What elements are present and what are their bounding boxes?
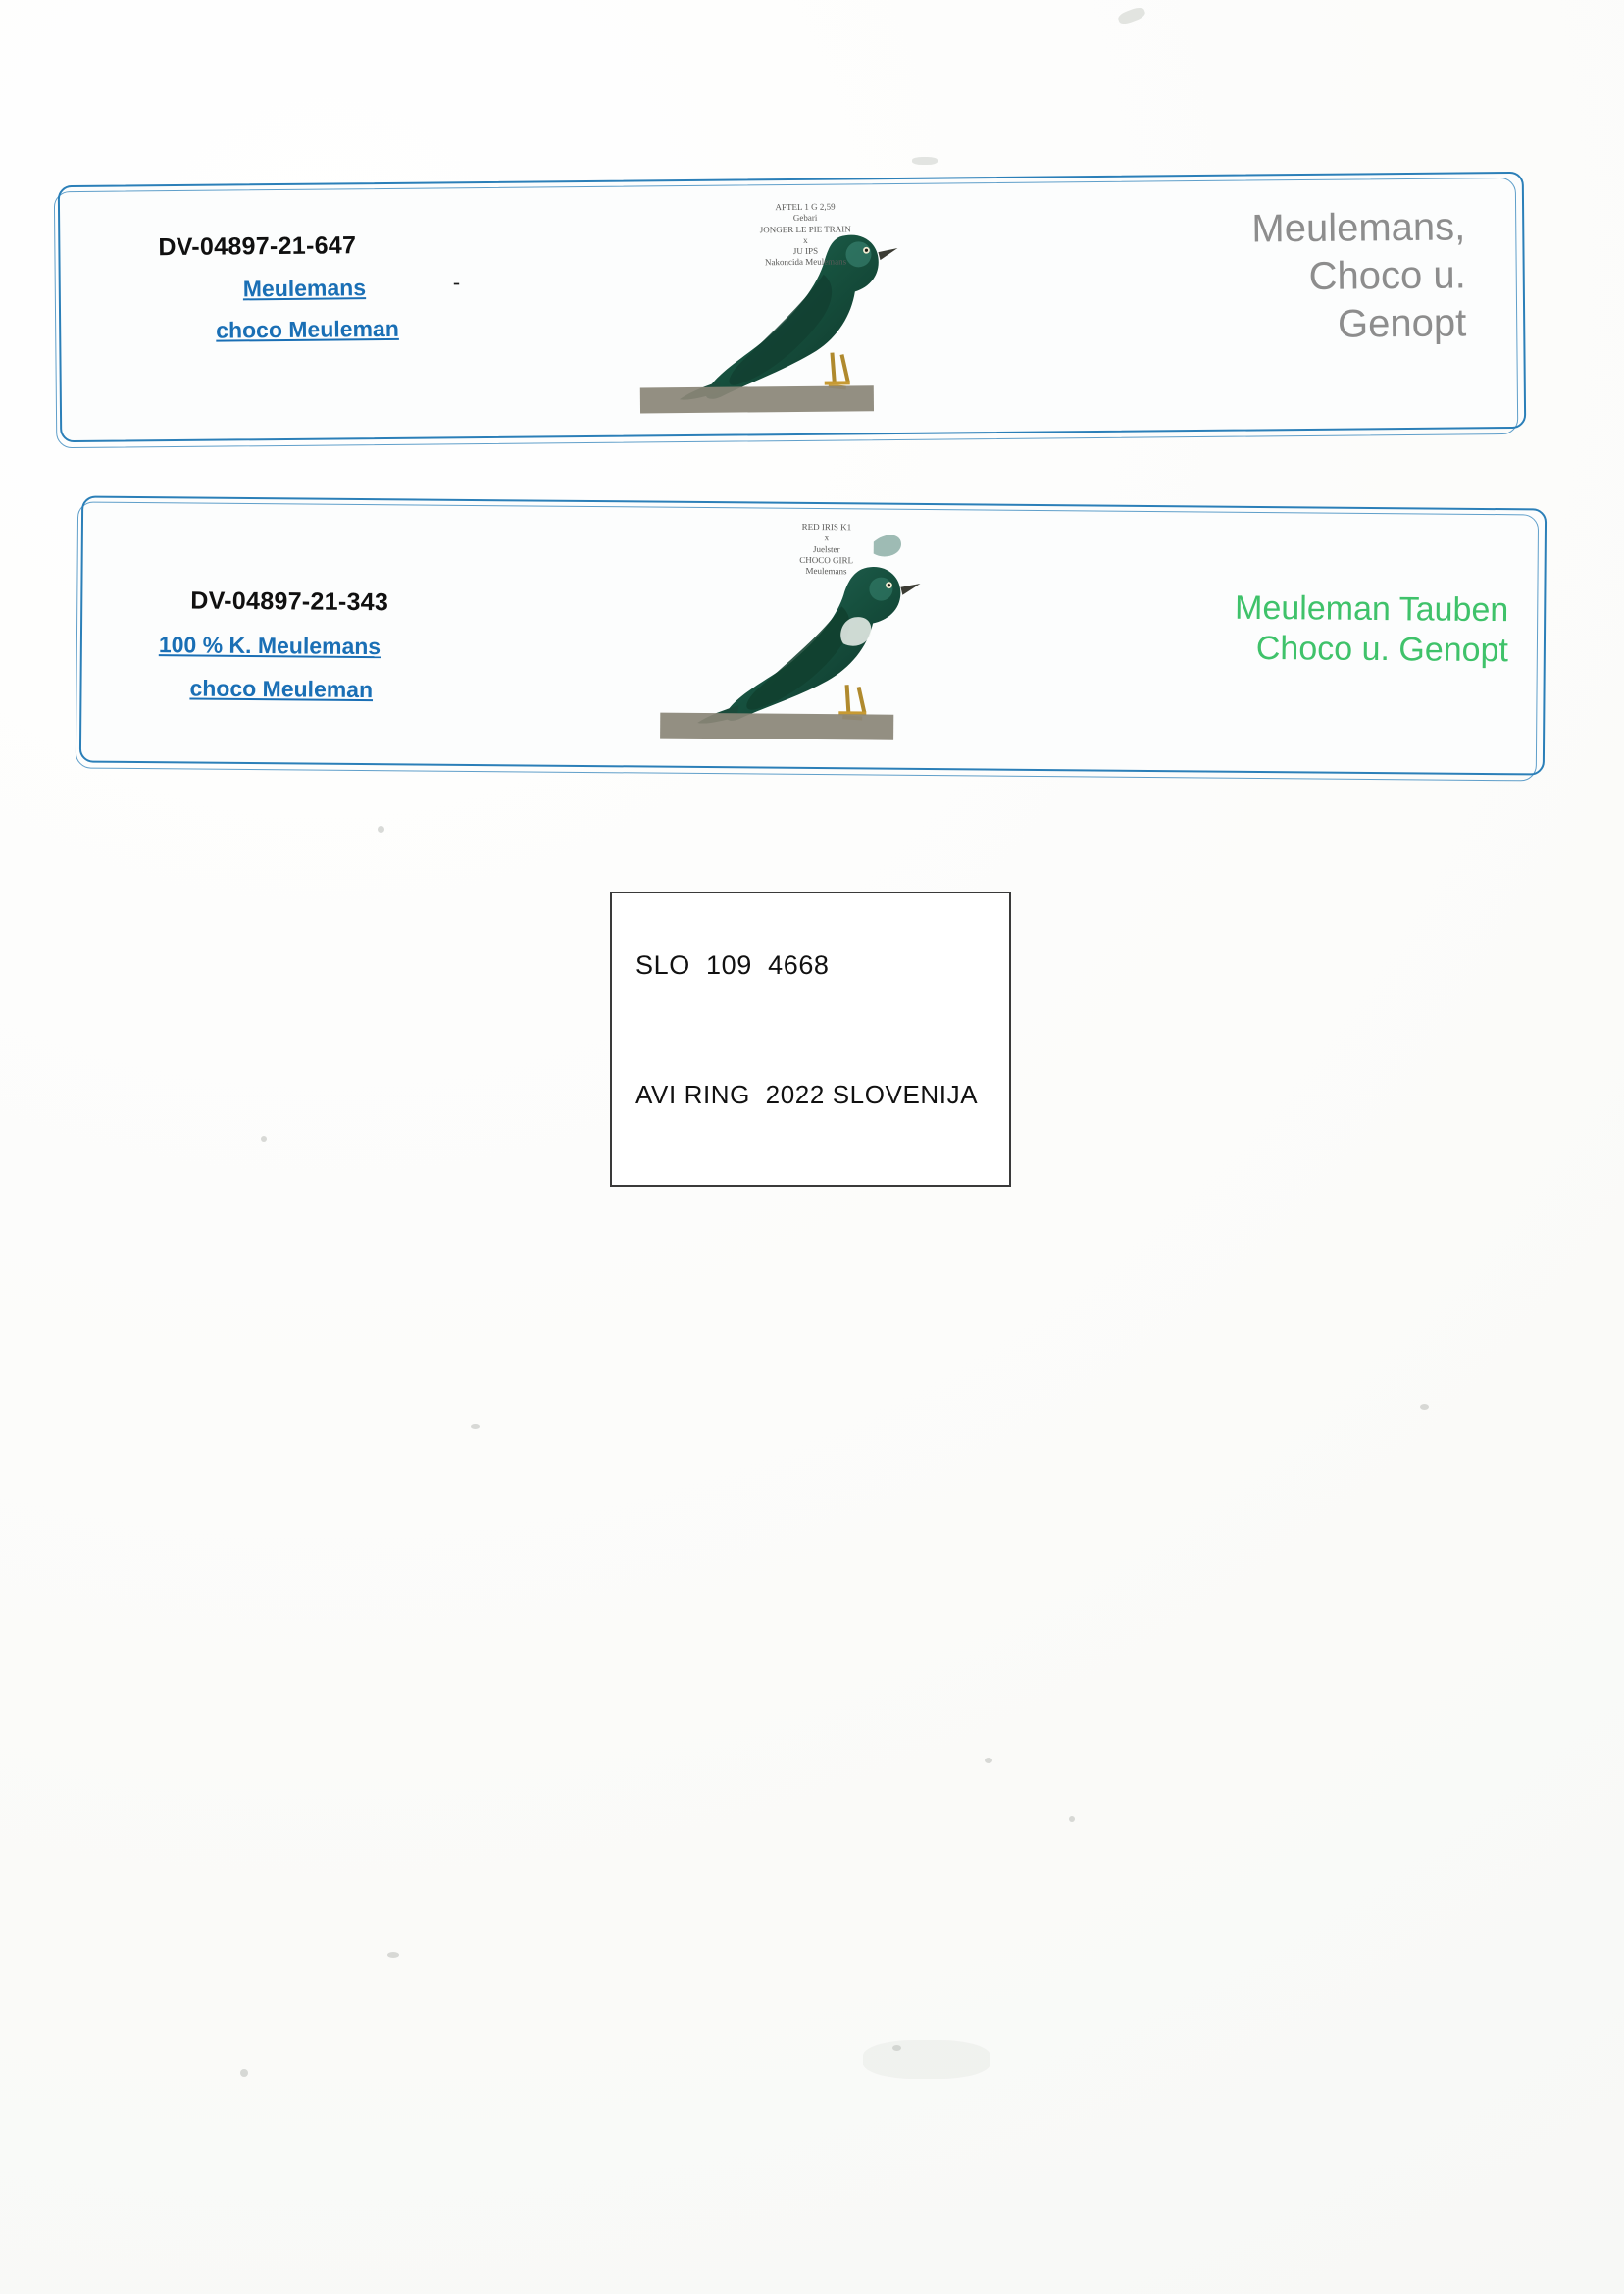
slo-ring-origin: AVI RING 2022 SLOVENIJA (635, 1080, 979, 1109)
brand-text-1 (1251, 203, 1466, 348)
pigeon-label-card-2 (79, 495, 1547, 775)
perch-block-2 (660, 713, 893, 740)
separator-dash-1: - (452, 270, 461, 295)
brand-text-2 (1235, 588, 1509, 672)
pigeon-photo-1 (658, 188, 984, 434)
pedigree-line-1b: choco Meuleman (216, 315, 399, 343)
scan-artifact (1420, 1404, 1429, 1410)
scan-artifact (1069, 1816, 1075, 1822)
slo-ring-box (610, 892, 1011, 1187)
perch-block-1 (640, 385, 874, 413)
pigeon-label-card-1 (58, 172, 1526, 442)
scan-artifact (387, 1952, 399, 1958)
pedigree-line-1a: Meulemans (242, 275, 367, 302)
pigeon-photo-2 (678, 511, 1003, 769)
scan-artifact (863, 2040, 990, 2079)
brand-line-1c: Genopt (1337, 300, 1467, 346)
scan-artifact (471, 1424, 480, 1429)
scan-artifact (240, 2069, 248, 2077)
brand-line-2b: Choco u. Genopt (1255, 630, 1509, 670)
ring-number-2: DV-04897-21-343 (190, 586, 389, 617)
scan-artifact (261, 1136, 267, 1142)
scan-artifact (985, 1758, 992, 1763)
slo-ring-number: SLO 109 4668 (635, 950, 830, 980)
scan-artifact (378, 826, 384, 833)
ring-number-1: DV-04897-21-647 (158, 231, 357, 262)
photo-caption-2: RED IRIS K1 x Juelster CHOCO GIRL Meulemans (799, 521, 854, 577)
brand-line-2a: Meuleman Tauben (1234, 588, 1509, 630)
brand-line-1a: Meulemans, (1251, 205, 1466, 251)
pedigree-line-2b: choco Meuleman (189, 675, 374, 703)
scan-artifact (912, 157, 938, 165)
photo-caption-1: AFTEL 1 G 2,59 Gebari JONGER LE PIE TRAIN x JU IPS Nakoncida Meulemans (759, 201, 851, 268)
pedigree-line-2a: 100 % K. Meulemans (158, 632, 381, 660)
brand-line-1b: Choco u. (1308, 253, 1466, 298)
